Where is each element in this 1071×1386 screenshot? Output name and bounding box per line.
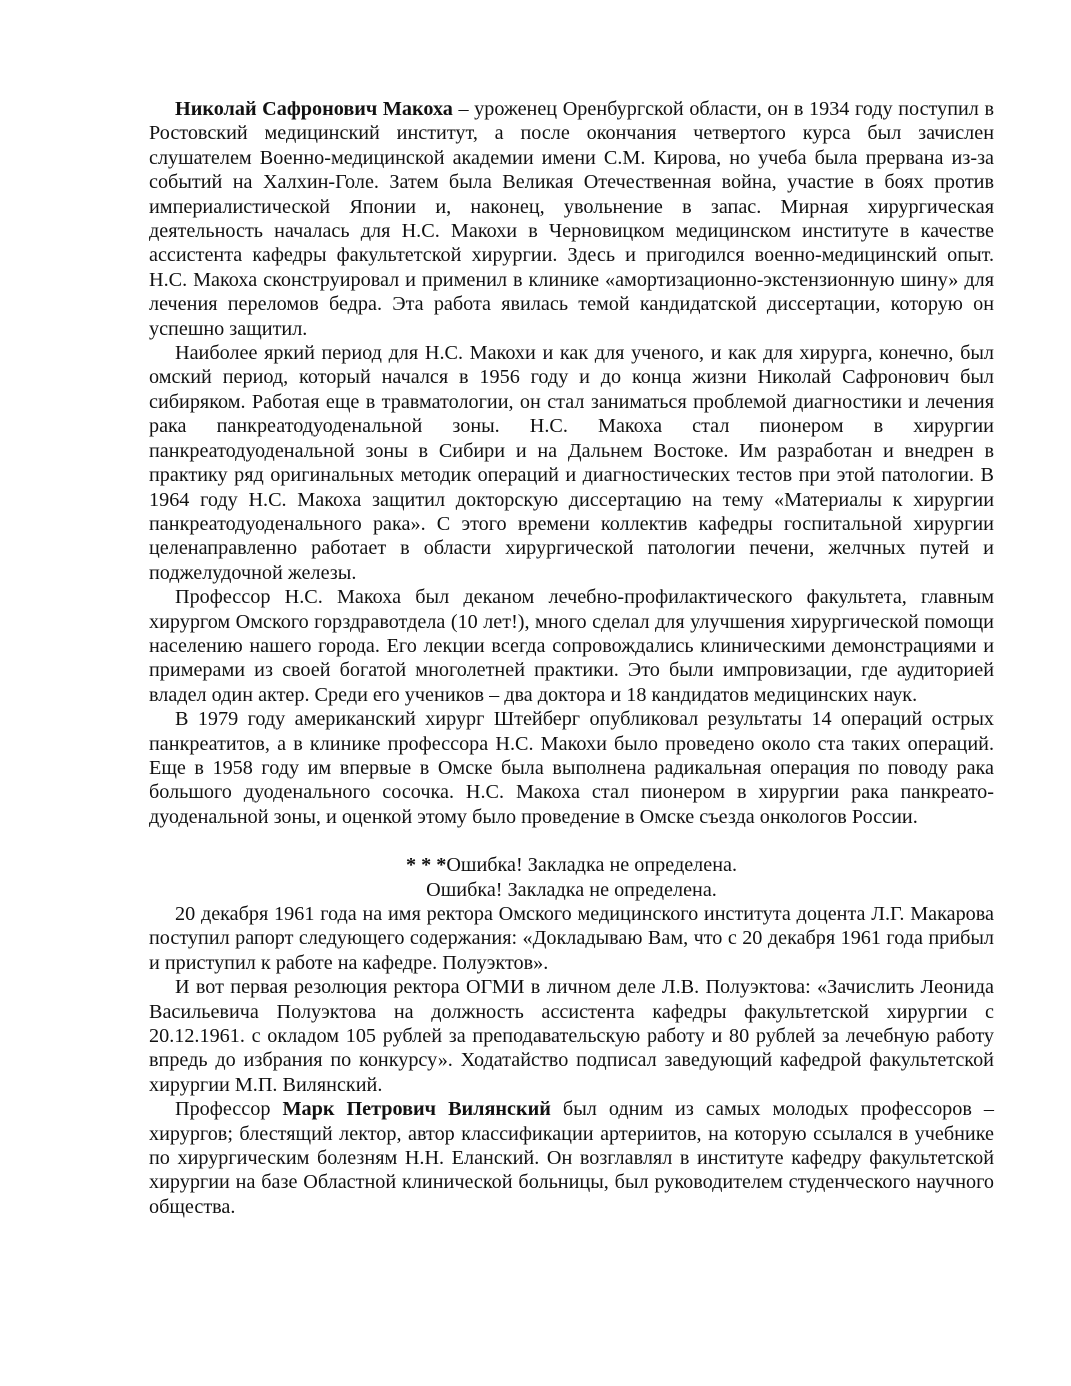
paragraph-report: 20 декабря 1961 года на имя ректора Омского медицинского института доцента Л.Г. Макарова поступил рапорт следующего содержания: «Докладываю Вам, что с 20 декабря 1961 года прибыл и приступил к работе на кафедре. Полуэктов». xyxy=(149,903,994,974)
separator-stars: * * * xyxy=(405,854,447,877)
paragraph-text: был одним из самых молодых профессоров – хирургов; блестящий лектор, автор классификации артериитов, на которую ссылался в учебнике по хирургическим болезням Н.Н. Еланский. Он возглавлял в институте кафедру факультетской хирургии на базе Областной клинической больницы, был руководителем студенческого научного общества. xyxy=(149,1098,994,1218)
separator-line xyxy=(149,853,994,877)
paragraph-vilyansky xyxy=(149,1097,994,1219)
paragraph-pancreatitis: В 1979 году американский хирург Штейберг опубликовал результаты 14 операций острых панкреатитов, а в клинике профессора Н.С. Макохи было проведено около ста таких операций. Еще в 1958 году им впервые в Омске была выполнена радикальная операция по поводу рака большого дуоденального сосочка. Н.С. Макоха стал пионером в хирургии рака панкреато-дуоденальной зоны, и оценкой этому было проведение в Омске съезда онкологов России. xyxy=(149,708,994,828)
person-name-makokha: Николай Сафронович Макоха xyxy=(175,98,453,120)
bookmark-error-text: Ошибка! Закладка не определена. xyxy=(446,854,738,877)
paragraph-resolution: И вот первая резолюция ректора ОГМИ в личном деле Л.В. Полуэктова: «Зачислить Леонида Васильевича Полуэктова на должность ассистента кафедры факультетской хирургии с 20.12.1961. с окладом 105 рублей за преподавательскую работу и 80 рублей за лечебную работу впредь до избрания по конкурсу». Ходатайство подписал заведующий кафедрой факультетской хирургии М.П. Вилянский. xyxy=(149,976,994,1096)
person-name-vilyansky: Марк Петрович Вилянский xyxy=(282,1098,551,1121)
paragraph-dean: Профессор Н.С. Макоха был деканом лечебно-профилактического факультета, главным хирургом Омского горздравотдела (10 лет!), много сделал для улучшения хирургической помощи населению нашего города. Его лекции всегда сопровождались клиническими демонстрациями и примерами из своей богатой многолетней практики. Это были импровизации, где аудиторией владел один актер. Среди его учеников – два доктора и 18 кандидатов медицинских наук. xyxy=(149,586,994,706)
paragraph-text: – уроженец Оренбургской области, он в 1934 году поступил в Ростовский медицинский институт, а после окончания четвертого курса был зачислен слушателем Военно-медицинской академии имени С.М. Кирова, но учеба была прервана из-за событий на Халхин-Голе. Затем была Великая Отечественная война, участие в боях против империалистической Японии и, наконец, увольнение в запас. Мирная хирургическая деятельность началась для Н.С. Макохи в Черновицком медицинском институте в качестве ассистента кафедры факультетской хирургии. Здесь и пригодился военно-медицинский опыт. Н.С. Макоха сконструировал и применил в клинике «амортизационно-экстензионную шину» для лечения переломов бедра. Эта работа явилась темой кандидатской диссертации, которую он успешно защитил. xyxy=(149,98,994,340)
paragraph-prefix: Профессор xyxy=(175,1098,283,1121)
paragraph-makokha-bio xyxy=(149,97,994,341)
bookmark-error-line: Ошибка! Закладка не определена. xyxy=(426,878,717,901)
paragraph-omsk-period: Наиболее яркий период для Н.С. Макохи и как для ученого, и как для хирурга, конечно, был омский период, который начался в 1956 году и до конца жизни Николай Сафронович был сибиряком. Работая еще в травматологии, он стал заниматься проблемой диагностики и лечения рака панкреатодуоденальной зоны. Н.С. Макоха стал пионером в хирургии панкреатодуоденальной зоны в Сибири и на Дальнем Востоке. Им разработан и внедрен в практику ряд оригинальных методик операций и диагностических тестов при этой патологии. В 1964 году Н.С. Макоха защитил докторскую диссертацию на тему «Материалы к хирургии панкреатодуоденального рака». С этого времени коллектив кафедры госпитальной хирургии целенаправленно работает в области хирургической патологии печени, желчных путей и поджелудочной железы. xyxy=(149,342,994,584)
section-separator xyxy=(149,853,994,902)
document-page xyxy=(149,97,994,1219)
